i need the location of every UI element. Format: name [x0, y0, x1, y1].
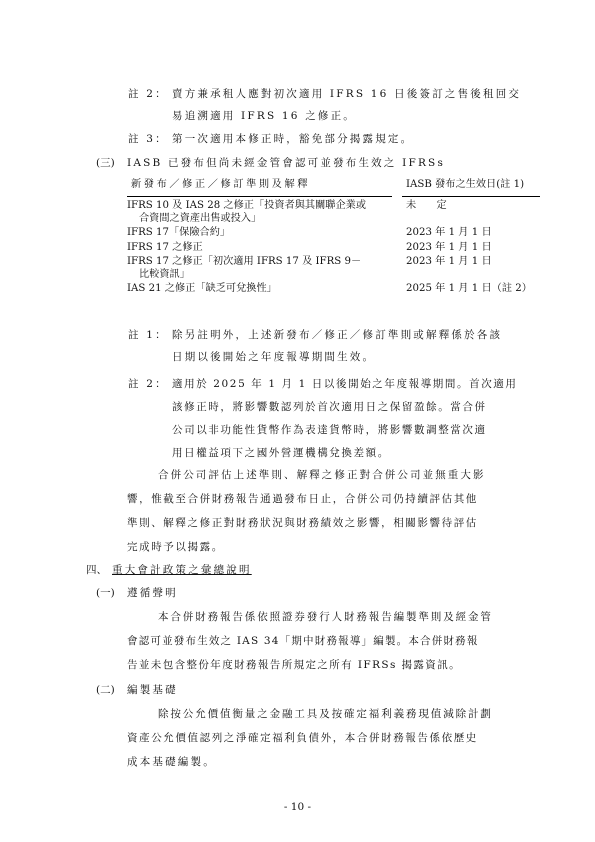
effective-date: 未 定	[406, 200, 447, 211]
note-text-line: 第一次適用本修正時，豁免部分揭露規定。	[172, 133, 414, 145]
standard-name-continued: 比較資訊」	[139, 269, 190, 281]
standard-name: IFRS 17 之修正	[127, 241, 203, 253]
paragraph-line: 除按公允價值衡量之金融工具及按確定福利義務現值減除計劃	[158, 708, 493, 720]
paragraph-line: 本合併財務報告係依照證券發行人財務報告編製準則及經金管	[158, 611, 493, 623]
note-text-line: 賣方兼承租人應對初次適用 IFRS 16 日後簽訂之售後租回交	[172, 88, 522, 100]
paragraph-line: 合併公司評估上述準則、解釋之修正對合併公司並無重大影	[158, 469, 486, 481]
standard-name-continued: 合資間之資產出售或投入」	[139, 213, 262, 225]
subsection-label: (一)	[96, 587, 115, 599]
table-row	[127, 254, 546, 281]
paragraph-line: 成本基礎編製。	[127, 756, 216, 768]
paragraph-line: 完成時予以揭露。	[127, 541, 224, 553]
effective-date: 2023 年 1 月 1 日	[406, 255, 492, 267]
note-text-line: 適用於 2025 年 1 月 1 日以後開始之年度報導期間。首次適用	[172, 378, 518, 390]
note-label: 註 3：	[128, 133, 168, 145]
page-number: - 10 -	[283, 801, 312, 813]
table-header-cell: 新發布／修正／修訂準則及解釋	[131, 179, 311, 190]
note-text-line: 用日權益項下之國外營運機構兌換差額。	[172, 447, 390, 459]
standard-name: IAS 21 之修正「缺乏可兌換性」	[127, 283, 277, 295]
subsection-title: 編製基礎	[127, 684, 178, 696]
table-row	[127, 240, 546, 254]
standard-name: IFRS 10 及 IAS 28 之修正「投資者與其關聯企業或	[127, 200, 367, 211]
note-text-line: 除另註明外，上述新發布／修正／修訂準則或解釋係於各該	[172, 329, 503, 341]
standard-name: IFRS 17「保險合約」	[127, 227, 231, 239]
effective-date: 2023 年 1 月 1 日	[406, 241, 492, 253]
note-text-line: 日期以後開始之年度報導期間生效。	[172, 351, 376, 363]
section-title: 重大會計政策之彙總說明	[112, 564, 252, 576]
table-row	[127, 225, 546, 239]
section-title: IASB 已發布但尚未經金管會認可並發布生效之 IFRSs	[127, 157, 446, 169]
section-label: 四、	[86, 564, 107, 576]
table-header-row	[127, 178, 546, 197]
note-label: 註 2：	[128, 378, 168, 390]
standards-table	[127, 178, 546, 295]
paragraph-line: 資產公允價值認列之淨確定福利負債外，本合併財務報告係依歷史	[127, 732, 478, 744]
effective-date: 2023 年 1 月 1 日	[406, 227, 492, 239]
subsection-title: 遵循聲明	[127, 587, 178, 599]
table-header-cell: IASB 發布之生效日(註 1)	[406, 179, 525, 190]
paragraph-line: 會認可並發布生效之 IAS 34「期中財務報導」編製。本合併財務報	[127, 635, 479, 647]
table-row	[127, 197, 546, 225]
section-label: (三)	[96, 157, 115, 169]
paragraph-line: 響，惟截至合併財務報告通過發布日止，合併公司仍持續評估其他	[127, 493, 478, 505]
note-text-line: 該修正時，將影響數認列於首次適用日之保留盈餘。當合併	[172, 401, 487, 413]
note-label: 註 1：	[128, 329, 168, 341]
effective-date: 2025 年 1 月 1 日（註 2）	[406, 283, 532, 295]
paragraph-line: 準則、解釋之修正對財務狀況與財務績效之影響，相關影響待評估	[127, 517, 478, 529]
paragraph-line: 告並未包含整份年度財務報告所規定之所有 IFRSs 揭露資訊。	[127, 659, 461, 671]
table-row	[127, 281, 546, 295]
subsection-label: (二)	[96, 684, 115, 696]
standard-name: IFRS 17 之修正「初次適用 IFRS 17 及 IFRS 9－	[127, 255, 362, 267]
note-text-line: 易追溯適用 IFRS 16 之修正。	[172, 110, 357, 122]
note-label: 註 2：	[128, 88, 168, 100]
note-text-line: 公司以非功能性貨幣作為表達貨幣時，將影響數調整當次適	[172, 424, 487, 436]
